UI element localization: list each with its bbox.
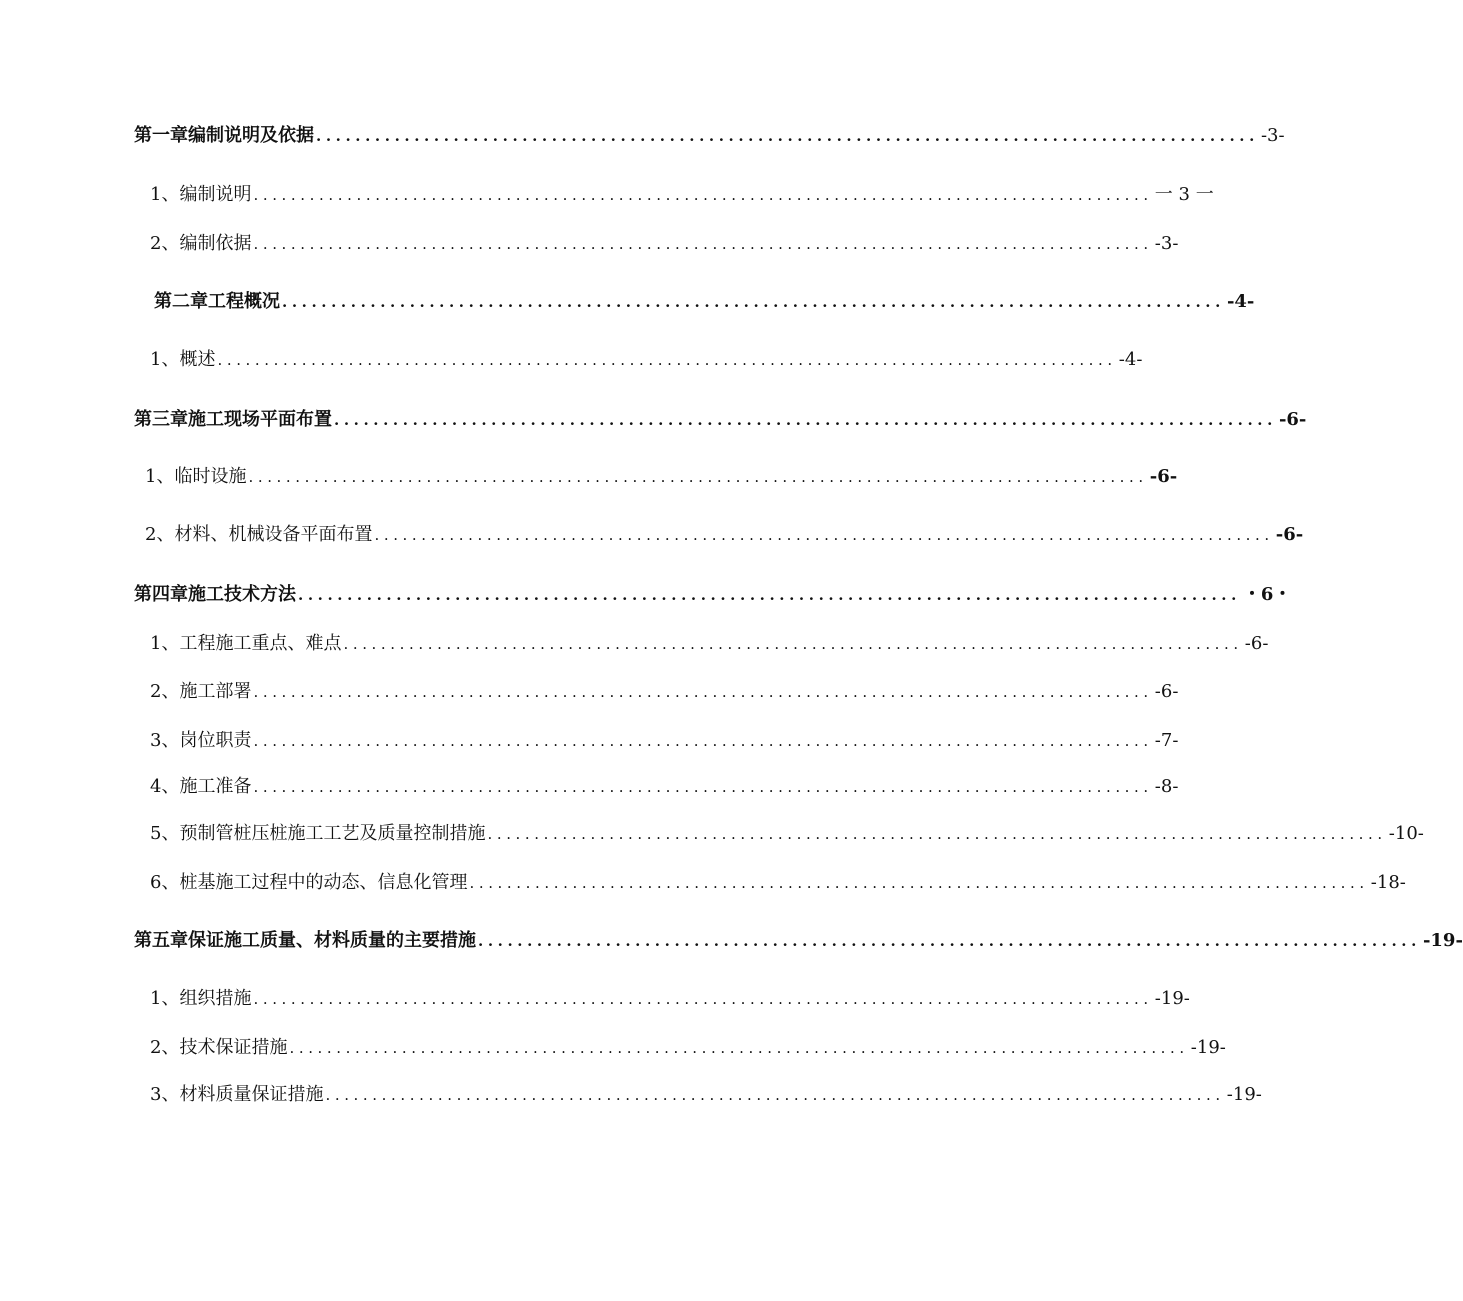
toc-entry-title: 1、编制说明 bbox=[150, 184, 252, 205]
toc-entry-page: -6- bbox=[1149, 466, 1178, 487]
toc-entry-4-3[interactable] bbox=[150, 726, 1179, 756]
toc-entry-3-2[interactable] bbox=[145, 520, 1304, 550]
toc-entry-title: 3、材料质量保证措施 bbox=[150, 1084, 324, 1105]
toc-entry-4-6[interactable] bbox=[150, 868, 1406, 898]
toc-entry-page: -6- bbox=[1278, 409, 1307, 430]
toc-entry-page: -7- bbox=[1154, 730, 1179, 751]
toc-leader-dots: ................................................................................................ bbox=[487, 825, 1387, 843]
toc-leader-dots: ................................................................................................ bbox=[298, 586, 1241, 604]
toc-entry-title: 第二章工程概况 bbox=[154, 291, 280, 312]
toc-entry-5-1[interactable] bbox=[150, 984, 1190, 1014]
toc-leader-dots: ................................................................................................ bbox=[289, 1039, 1189, 1057]
toc-leader-dots: ................................................................................................ bbox=[334, 411, 1277, 429]
toc-entry-2-1[interactable] bbox=[150, 345, 1143, 375]
toc-leader-dots: ................................................................................................ bbox=[248, 468, 1148, 486]
toc-entry-3-1[interactable] bbox=[145, 462, 1178, 492]
toc-entry-page: -3- bbox=[1260, 125, 1285, 146]
toc-entry-page: -4- bbox=[1226, 291, 1255, 312]
toc-entry-page: -6- bbox=[1275, 524, 1304, 545]
toc-entry-page: -19- bbox=[1190, 1037, 1226, 1058]
toc-entry-page: -3- bbox=[1154, 233, 1179, 254]
toc-entry-1-2[interactable] bbox=[150, 229, 1179, 259]
toc-leader-dots: ................................................................................................ bbox=[316, 127, 1259, 145]
toc-leader-dots: ................................................................................................ bbox=[217, 351, 1117, 369]
toc-entry-page: -6- bbox=[1154, 681, 1179, 702]
toc-entry-chapter-3[interactable] bbox=[134, 405, 1307, 435]
toc-leader-dots: ................................................................................................ bbox=[253, 990, 1153, 1008]
toc-entry-title: 3、岗位职责 bbox=[150, 730, 252, 751]
toc-entry-title: 1、临时设施 bbox=[145, 466, 247, 487]
toc-entry-title: 第四章施工技术方法 bbox=[134, 584, 296, 605]
toc-entry-4-4[interactable] bbox=[150, 772, 1179, 802]
toc-entry-title: 第一章编制说明及依据 bbox=[134, 125, 314, 146]
toc-entry-title: 2、材料、机械设备平面布置 bbox=[145, 524, 373, 545]
toc-entry-page: ・6・ bbox=[1242, 584, 1292, 605]
toc-entry-chapter-1[interactable] bbox=[134, 121, 1285, 151]
toc-leader-dots: ................................................................................................ bbox=[282, 293, 1225, 311]
toc-entry-page: -6- bbox=[1244, 633, 1269, 654]
toc-entry-title: 1、概述 bbox=[150, 349, 216, 370]
toc-entry-title: 2、技术保证措施 bbox=[150, 1037, 288, 1058]
toc-leader-dots: ................................................................................................ bbox=[343, 635, 1243, 653]
toc-entry-4-2[interactable] bbox=[150, 677, 1179, 707]
toc-entry-page: -4- bbox=[1118, 349, 1143, 370]
toc-entry-title: 1、工程施工重点、难点 bbox=[150, 633, 342, 654]
toc-entry-chapter-4[interactable] bbox=[134, 580, 1292, 610]
toc-entry-page: -19- bbox=[1422, 930, 1463, 951]
toc-entry-title: 5、预制管桩压桩施工工艺及质量控制措施 bbox=[150, 823, 486, 844]
toc-entry-4-5[interactable] bbox=[150, 819, 1424, 849]
toc-entry-page: -8- bbox=[1154, 776, 1179, 797]
toc-entry-page: -19- bbox=[1226, 1084, 1262, 1105]
toc-entry-title: 2、施工部署 bbox=[150, 681, 252, 702]
toc-entry-title: 6、桩基施工过程中的动态、信息化管理 bbox=[150, 872, 468, 893]
toc-leader-dots: ................................................................................................ bbox=[253, 778, 1153, 796]
toc-entry-page: -19- bbox=[1154, 988, 1190, 1009]
toc-leader-dots: ................................................................................................ bbox=[374, 526, 1274, 544]
toc-entry-title: 2、编制依据 bbox=[150, 233, 252, 254]
toc-leader-dots: ................................................................................................ bbox=[253, 732, 1153, 750]
toc-leader-dots: ................................................................................................ bbox=[253, 683, 1153, 701]
toc-entry-chapter-2[interactable] bbox=[154, 287, 1255, 317]
toc-leader-dots: ................................................................................................ bbox=[325, 1086, 1225, 1104]
toc-entry-title: 第五章保证施工质量、材料质量的主要措施 bbox=[134, 930, 476, 951]
toc-entry-page: -10- bbox=[1388, 823, 1424, 844]
toc-leader-dots: ................................................................................................ bbox=[253, 235, 1153, 253]
toc-entry-page: -18- bbox=[1370, 872, 1406, 893]
toc-entry-title: 1、组织措施 bbox=[150, 988, 252, 1009]
toc-leader-dots: ................................................................................................ bbox=[253, 186, 1153, 204]
toc-entry-title: 4、施工准备 bbox=[150, 776, 252, 797]
toc-entry-5-3[interactable] bbox=[150, 1080, 1262, 1110]
toc-leader-dots: ................................................................................................ bbox=[469, 874, 1369, 892]
toc-entry-5-2[interactable] bbox=[150, 1033, 1226, 1063]
toc-entry-1-1[interactable] bbox=[150, 180, 1214, 210]
toc-entry-title: 第三章施工现场平面布置 bbox=[134, 409, 332, 430]
toc-entry-4-1[interactable] bbox=[150, 629, 1269, 659]
toc-entry-page: 一 3 一 bbox=[1154, 184, 1214, 205]
toc-leader-dots: ................................................................................................ bbox=[478, 932, 1421, 950]
toc-entry-chapter-5[interactable] bbox=[134, 926, 1463, 956]
